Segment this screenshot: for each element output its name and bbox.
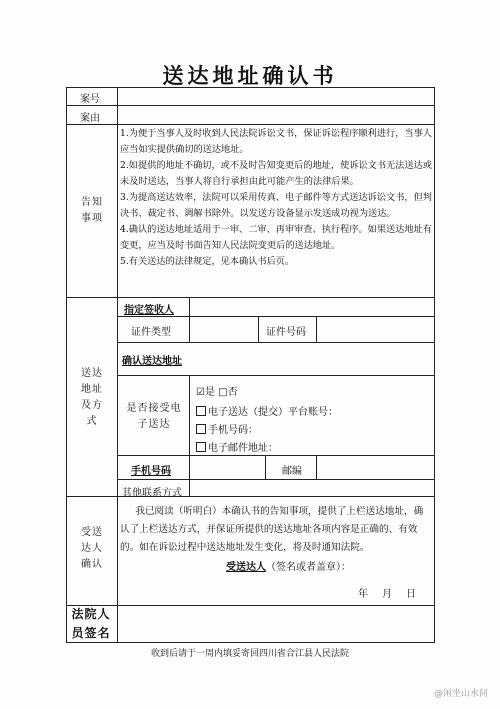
mobile-label: 手机号码	[131, 466, 171, 477]
checkbox[interactable]	[196, 442, 206, 452]
id-type-label: 证件类型	[131, 327, 171, 338]
yes-no-text: ☑是 □否	[196, 387, 238, 398]
divider	[66, 605, 435, 606]
divider	[117, 455, 435, 456]
divider	[66, 297, 435, 298]
case-number-label: 案号	[80, 94, 100, 105]
confirm-label: 受送达人确认	[81, 527, 103, 570]
sign-note: （签名或者盖章）：	[266, 562, 351, 573]
divider	[258, 316, 259, 342]
address-section-label: 送达地址及方式	[81, 368, 103, 427]
divider	[117, 479, 435, 480]
divider	[66, 105, 435, 106]
page-title: 送达地址确认书	[162, 63, 338, 88]
id-number-label: 证件号码	[266, 327, 306, 338]
watermark: @闲坐山水间	[433, 689, 488, 699]
divider	[189, 297, 190, 343]
designated-recipient-label: 指定签收人	[124, 305, 174, 316]
confirmation-text: 我已阅读（听明白）本确认书的告知事项，提供了上栏送达地址，确认了上栏送达方式，并保证所提供的送达地址各项内容是正确的、有效的。如在诉讼过程中送达地址发生变化，将及时通知法院。	[120, 506, 424, 553]
divider	[265, 455, 266, 479]
notice-item: 4.确认的送达地址适用于一审、二审、再审审查、执行程序。如果送达地址有变更，应当及时书面告知人民法院变更后的送达地址。	[120, 224, 432, 251]
postcode-label: 邮编	[282, 466, 302, 477]
recipient-signature-line	[226, 558, 351, 573]
notice-items	[120, 126, 432, 270]
notice-label: 告知事项	[81, 197, 103, 224]
e-delivery-account-option[interactable]: 电子送达（提交）平台账号：	[196, 403, 338, 418]
recipient-label: 受送达人	[226, 562, 266, 573]
divider	[189, 375, 190, 496]
divider	[316, 455, 317, 479]
divider	[117, 316, 435, 317]
footer-note: 收到后请于一周内填妥寄回四川省合江县人民法院	[150, 649, 349, 659]
divider	[316, 316, 317, 342]
accept-electronic-label: 是否接受电子送达	[126, 403, 182, 430]
court-signature-label: 法院人员签名	[71, 607, 111, 640]
case-cause-label: 案由	[80, 113, 100, 124]
notice-item: 5.有关送达的法律规定，见本确认书后页。	[120, 256, 295, 267]
notice-item: 3.为提高送达效率，法院可以采用传真、电子邮件等方式送达诉讼文书，但判决书、裁定书、调解书除外。以发送方设备显示发送成功视为送达。	[120, 192, 432, 219]
divider	[66, 124, 435, 125]
checkbox[interactable]	[196, 406, 206, 416]
notice-item: 2.如提供的地址不确切，或不及时告知变更后的地址，使诉讼文书无法送达或未及时送达，当事人将自行承担由此可能产生的法律后果。	[120, 160, 432, 187]
email-option[interactable]: 电子邮件地址：	[196, 439, 278, 454]
other-contact-label: 其他联系方式	[122, 488, 182, 499]
confirmed-address-label: 确认送达地址	[122, 356, 182, 367]
yes-no-option[interactable]	[196, 383, 238, 398]
checkbox[interactable]	[196, 424, 206, 434]
notice-item: 1.为便于当事人及时收到人民法院诉讼文书，保证诉讼程序顺利进行，当事人应当如实提供确切的送达地址。	[120, 128, 432, 155]
date-line: 年 月 日	[358, 589, 418, 600]
divider	[117, 375, 435, 376]
divider	[117, 87, 118, 643]
divider	[117, 342, 435, 343]
phone-option[interactable]: 手机号码：	[196, 421, 258, 436]
